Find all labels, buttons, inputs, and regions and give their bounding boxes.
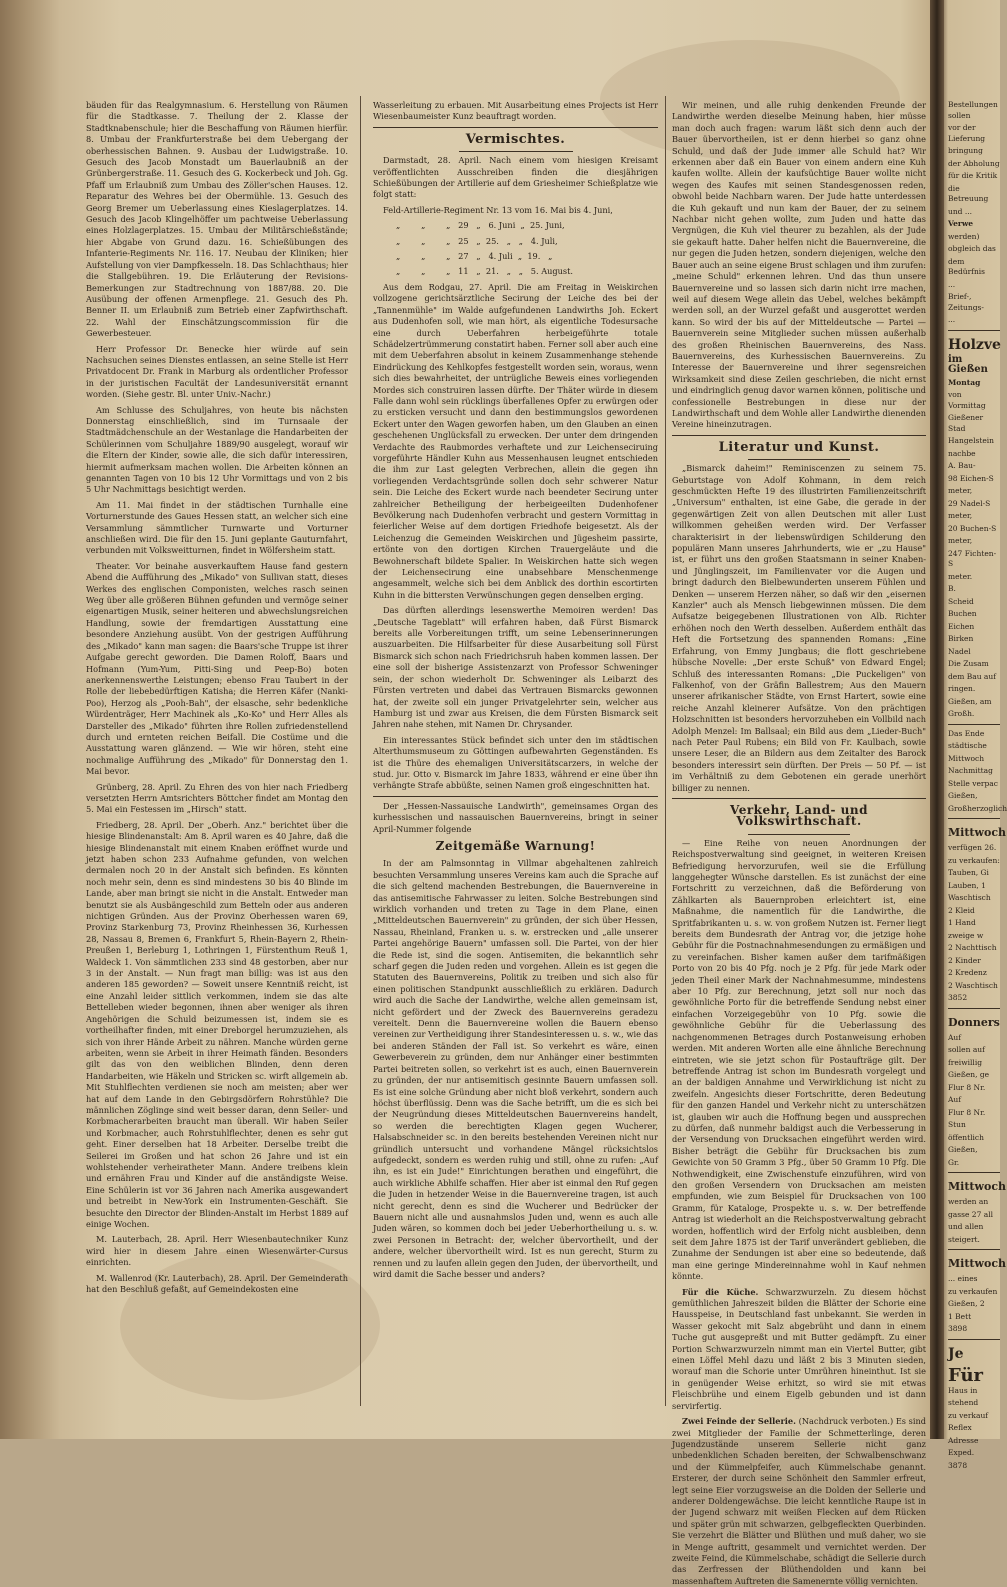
fragment-line: gasse 27 all — [948, 1209, 993, 1219]
article-paragraph: M. Lauterbach, 28. April. Herr Wiesenbautechniker Kunz wird hier in diesem Jahre einen Wiesenwärter-Cursus einrichten. — [86, 1234, 348, 1268]
box-rule — [948, 1172, 1000, 1173]
fragment-line: werden an — [948, 1197, 989, 1206]
column-2 — [373, 100, 658, 1400]
advert-heading: Mittwoch — [948, 826, 1007, 839]
article-paragraph: Am 11. Mai findet in der städtischen Turnhalle eine Vorturnerstunde des Gaues Hessen statt, an welcher sich eine Versammlung sämmtlicher Turnwarte und Vorturner anschließen wird. Die für den 15. Juni geplante Gauturnfahrt, verbunden mit Volksweitturnen, findet in Wölfersheim statt. — [86, 499, 348, 556]
fragment-line: Stelle verpac — [948, 778, 998, 788]
section-heading: Zeitgemäße Warnung! — [435, 838, 596, 853]
fragment-lines — [948, 728, 1007, 815]
fragment-line: Flur 8 Nr. — [948, 1107, 986, 1117]
fragment-line: ... eines — [948, 1274, 978, 1283]
article-paragraph: M. Wallenrod (Kr. Lauterbach), 28. April. Der Gemeinderath hat den Beschluß gefaßt, auf Gemeindekosten eine — [86, 1272, 348, 1295]
fragment-line: freiwillig — [948, 1057, 983, 1067]
box-rule — [948, 1008, 1000, 1009]
fragment-line: Großh. — [948, 709, 975, 718]
fragment-line: steigert. — [948, 1234, 980, 1244]
fragment-line: 2 Kredenz — [948, 968, 987, 977]
fragment-line: Birken — [948, 634, 974, 643]
fragment-lines — [948, 390, 1000, 582]
book-spine — [930, 0, 944, 1439]
section-rule — [672, 798, 926, 799]
fragment-line: 2 Nachttisch — [948, 943, 997, 952]
fragment-line: zu verkaufen — [948, 1286, 998, 1296]
fragment-line: Nachmittag — [948, 766, 993, 775]
fragment-line: 1 Bett — [948, 1311, 972, 1321]
section-rule — [672, 435, 926, 436]
fragment-line: zweige w — [948, 930, 984, 940]
article-paragraph: Aus dem Rodgau, 27. April. Die am Freitag in Weiskirchen vollzogene gerichtsärztliche Secirung der Leiche des bei der „Tannenmühle" im Walde aufgefundenen Landwirths Joh. Eckert aus Dudenhofen soll, wie man hört, als eigentliche Todesursache eine durch Ueberfahren herbeigeführte totale Schädelzertrümmerung constatirt haben. Ferner soll aber auch eine mit dem Ueberfahren absolut in keinem Zusammenhange stehende Eindrückung des Kehlkopfes festgestellt worden sein, woraus, wenn sich dies bewahrheitet, der untrügliche Beweis eines vorliegenden Mordes sich construiren lassen dürfte. Der Thäter würde in diesem Falle dann wohl sein rücklings überfallenes Opfer zu erwürgen oder zu ersticken versucht und dann den bestimmungslos gewordenen Eckert unter den Wagen geworfen haben, um den Glauben an einen geschehenen Unglücksfall zu erwecken. Der unter dem dringenden Verdachte des Raubmordes verhaftete und zur Leichenseciruing vorgeführte Händler Kuhn aus Messenhausen leugnet entschieden die ihm zur Last gelegten Verbrechen, allein die gegen ihn vorliegenden Verdachtsgründe sollen doch sehr schwerer Natur sein. Die Leiche des Eckert wurde nach beendeter Secirung unter zahlreicher Betheiligung der herbeigeeilten Dudenhofener Bevölkerung nach Dudenhofen verbracht und gestern Vormittag in feierlicher Weise auf dem dortigen Friedhofe beigesetzt. Als der Leichenzug die Gemeinden Weiskirchen und Jügesheim passirte, ertönte von den dortigen Kirchen Trauergeläute und die Bewohnerschaft bildete Spalier. In Weiskirchen hatte sich wegen der Leichensecirung eine unabsehbare Menschenmenge angesammelt, welche sich bei dem Anblick des dorthin escortirten Kuhn in die bittersten Verwünschungen gegen denselben erging. — [373, 281, 658, 600]
advert-heading: Donners — [948, 1015, 1000, 1029]
fragment-line: ... — [948, 315, 956, 324]
fragment-line: Stun — [948, 1120, 966, 1129]
fragment-line: Scheid — [948, 596, 974, 606]
advert-heading: Holzve — [948, 336, 1001, 353]
schedule-line: „ „ „ 25 „ 25. „ „ 4. Juli, — [383, 235, 558, 246]
fragment-line: der Abholung — [948, 158, 1000, 168]
fragment-line: Die Zusam — [948, 659, 989, 668]
fragment-line: städtische — [948, 741, 987, 750]
section-rule — [373, 796, 658, 797]
column-3 — [672, 100, 927, 1586]
fragment-line: zu verkauf — [948, 1410, 989, 1420]
article-paragraph: Herr Professor Dr. Benecke hier würde auf sein Nachsuchen seines Dienstes entlassen, an seine Stelle ist Herr Privatdocent Dr. Frank in Marburg als ordentlicher Professor in der juristischen Facultät der Landesuniversität ernannt worden. (Siehe gestr. Bl. unter Univ.-Nachr.) — [86, 343, 348, 400]
article-paragraph: Darmstadt, 28. April. Nach einem vom hiesigen Kreisamt veröffentlichten Ausschreiben finden die diesjährigen Schießübungen der Artillerie auf dem Griesheimer Schießplatze wie folgt statt: — [373, 155, 658, 200]
fragment-line: sollen auf — [948, 1045, 985, 1054]
fragment-line: Gießener Stad — [948, 413, 984, 433]
article-paragraph: Wir meinen, und alle ruhig denkenden Freunde der Landwirthe werden dieselbe Meinung haben, hier müsse man doch auch fragen: warum läßt sich denn auch der Bauer übervortheilen, ist er denn hierbei so ganz ohne Schuld, und daß der Jude immer alle Schuld hat? Wir erkennen aber daß ein Bauer von einem andern eine Kuh kaufen wollte. Allein der kaufsüchtige Bauer wollte nicht wegen des Kaufes mit seinen Standesgenossen reden, obwohl beide Nachbarn waren. Der Jude hatte unterdessen die Kuh gekauft und nun kam der Bauer, der zu seinem Nachbar nicht gehen wollte, zum Juden und hatte das Vergnügen, die Kuh viel theurer zu bezahlen, als der Jude sie gekauft hatte. Daher helfen nicht die Bauernvereine, die nur gegen die Juden hetzen, sondern diejenigen, welche den Bauer auch an seine eigene Brust schlagen und ihm zurufen: „meine Schuld" erkennen lehren. Und das thun unsere Bauernvereine und so lassen sich darin nicht irre machen, weil auf diesem Wege allein das Uebel, welches bekämpft werden soll, an der Wurzel gefaßt und ausgerottet werden kann. So wird der bis auf der Mitteldeutsche — Partei — Bauernverein seine Mitglieder suchen müssen außerhalb des großen Rheinischen Bauernvereins, des Nass. Bauernvereins, des Kurhessischen Bauernvereins. Zu Interesse der Bauernvereine und ihrer segensreichen Wirksamkeit sind diese Zeilen geschrieben, die nicht ernst und eindringlich genug davor warnen können, politische und confessionelle Bestrebungen in diese nur der Landwirthschaft und dem Wohle aller Landwirthe dienenden Vereine hineinzutragen. — [672, 100, 926, 430]
fragment-word: Verwe — [948, 219, 974, 228]
article-paragraph: „Bismarck daheim!" Reminiscenzen zu seinem 75. Geburtstage von Adolf Kohmann, in dem reich geschmückten Hefte 19 des illustrirten Familienzeitschrift „Universum" enthalten, ist eine Gabe, die gerade in der gegenwärtigen Zeit von allen Deutschen mit aller Lust willkommen geheißen werden wird. Der Verfasser charakterisirt in der liebenswürdigen Schilderung den populären Mann unseres Jahrhunderts, wie er „zu Hause" ist, er führt uns den großen Staatsmann in seiner Knaben- und Jünglingszeit, im Familienvater vor die Augen und bringt dadurch den Bielbewunderten unserem Fühlen und Denken — unserem Herzen näher, so daß wir den „eisernen Kanzler" auch als Mensch liebgewinnen müssen. Die dem Aufsatze beigegebenen Illustrationen von Alb. Richter erhöhen noch den Werth desselben. Außerdem enthält das Heft die Fortsetzung des spannenden Romans: „Eine Erfahrung, von Emmy Jungbaus; die flott geschriebene hübsche Novelle: „Der erste Schuß" von Edward Engel; Schluß des interessanten Romans: „Die Puckeligen" von Falkenhof, von der Gräfin Ballestrem; Aus den Mauern unserer afrikanischer Städte, von Ernst Hartert, sowie eine reiche Anzahl kleinerer Aufsätze. Von den prächtigen Holzschnitten ist besonders hervorzuheben ein Vollbild nach Adolph Menzel: Im Ballsaal; ein Bild aus dem „Lieder-Buch" nach Peter Paul Rubens; ein Bild von Fr. Kaulbach, sowie unsere Leser, die an Bildern aus dem Zeitalter des Barock besonders interessirt sein dürften. Der Preis — 50 Pf. — ist im Verhältniß zu dem Gebotenen ein gerade unerhört billiger zu nennen. — [672, 463, 926, 793]
fragment-lines — [948, 584, 1000, 657]
fragment-line: Auf — [948, 1032, 962, 1042]
box-rule — [948, 724, 1000, 725]
fragment-lines — [948, 1386, 1000, 1459]
adjacent-page-fragment — [948, 100, 1007, 1470]
fragment-line: meter. — [948, 571, 973, 581]
fragment-line: meter, — [948, 511, 973, 520]
fragment-line: Gr. — [948, 1157, 960, 1167]
column-1 — [86, 100, 348, 1400]
advert-subheading: Montag — [948, 377, 981, 387]
schedule-line: „ „ „ 27 „ 4. Juli „ 19. „ — [383, 251, 553, 262]
advert-heading: Mittwoch — [948, 1180, 1007, 1193]
fragment-line: und ... — [948, 206, 972, 216]
article-paragraph: Grünberg, 28. April. Zu Ehren des von hier nach Friedberg versetzten Herrn Amtsrichters Böttcher findet am Montag den 5. Mai ein Festessen im „Hirsch" statt. — [86, 781, 348, 815]
article-paragraph: Das dürften allerdings lesenswerthe Memoiren werden! Das „Deutsche Tageblatt" will erfahren haben, daß Fürst Bismarck bereits alle Vorbereitungen trifft, um seine Lebenserinnerungen auszuarbeiten. Die Hilfsarbeiter für diese Ausarbeitung soll Fürst Bismarck sich schon nach Friedrichsruh haben kommen lassen. Der eine soll der bisherige Assistenzarzt von Professor Schweninger sein, der schon wiederholt Dr. Schweninger als Leibarzt des Fürsten vertreten und dabei das Vertrauen Bismarcks gewonnen hat, der zweite soll ein junger Privatgelehrter sein, welcher aus Hamburg ist und zwar aus Kreisen, die dem Fürsten Bismarck seit Jahren nahe stehen, mit Namen Dr. Chrysander. — [373, 605, 658, 730]
column-rule — [665, 96, 666, 1406]
subsection-heading: Für die Küche. — [682, 1286, 759, 1297]
fragment-line: 2 Kleid — [948, 905, 975, 915]
fragment-line: Brief-, Zeitungs- — [948, 292, 984, 312]
article-paragraph: Theater. Vor beinahe ausverkauftem Hause fand gestern Abend die Aufführung des „Mikado" von Sullivan statt, dieses Werkes des englischen Componisten, welches rasch seinen Weg über alle größeren Bühnen gefunden und vermöge seiner eigenartigen Musik, seiner heiteren und abwechslungsreichen Handlung, sowie der fremdartigen Ausstattung eine besondere Anziehung ausübt. Von der gestrigen Aufführung des „Mikado" kann man sagen: die Baars'sche Truppe ist ihrer Aufgabe gerecht geworden. Die Damen Roloff, Baars und Hofmann (Yum-Yum, Pitti-Sing und Peep-Bo) boten anerkennenswerthe Leistungen; ebenso Frau Taubert in der Rolle der liebebedürftigen Katisha; die Herren Käfer (Nanki-Poo), Herzog als „Pooh-Bah", der elsasche, sehr bedenkliche Würdenträger, Herr Machinek als „Ko-Ko" und Herr Alles als Darsteller des „Mikado" führten ihre Rollen zufriedenstellend durch und ernteten reichen Beifall. Die Costüme und die Ausstattung waren glänzend. — Wie wir hören, steht eine nochmalige Aufführung des „Mikado" für Donnerstag den 1. Mai bevor. — [86, 560, 348, 777]
fragment-line: 29 Nadel-S — [948, 498, 991, 508]
fragment-lines — [948, 1033, 1000, 1169]
fragment-line: Gießen, — [948, 1145, 978, 1154]
box-rule — [948, 818, 1000, 819]
advert-subheading: im Gießen — [948, 353, 988, 375]
article-paragraph: Ein interessantes Stück befindet sich unter den im städtischen Alterthumsmuseum zu Göttingen aufbewahrten Gegenständen. Es ist die Thüre des ehemaligen Universitätscarzers, in welche der stud. jur. Otto v. Bismarck im Jahre 1833, während er eine über ihn verhängte Strafe abbüßte, seinen Namen groß eingeschnitten hat. — [373, 734, 658, 791]
fragment-line: 2 Waschtisch — [948, 980, 998, 990]
box-rule — [948, 1339, 1000, 1340]
fragment-line: Adresse — [948, 1435, 979, 1445]
fragment-line: nachbe — [948, 448, 976, 458]
fragment-line: Bestellungen sollen — [948, 100, 998, 120]
fragment-line: 2 Kinder — [948, 955, 981, 965]
fragment-line: B. — [948, 584, 956, 593]
fragment-line: Reflex — [948, 1423, 972, 1432]
subsection-heading: Zwei Feinde der Sellerie. — [682, 1416, 796, 1427]
advert-number: 3878 — [948, 1460, 968, 1470]
fragment-line: dem Bedürfnis — [948, 256, 986, 276]
schedule-line: Feld-Artillerie-Regiment Nr. 13 vom 16. Mai bis 4. Juni, — [383, 204, 613, 215]
fragment-line: Nadel — [948, 646, 971, 656]
fragment-line: Flur 8 Nr. — [948, 1082, 986, 1092]
short-rule — [459, 151, 573, 152]
fragment-lines — [948, 659, 1000, 720]
fragment-line: die Betreuung — [948, 183, 989, 203]
article-paragraph: In der am Palmsonntag in Villmar abgehaltenen zahlreich besuchten Versammlung unseres Vereins kam auch die Sprache auf die sich geltend machenden Bestrebungen, die Bauernvereine in das antisemitische Fahrwasser zu leiten. Solche Bestrebungen sind wirklich vorhanden und treten zu Tage in dem Plane, einen „Mitteldeutschen Bauernverein" zu gründen, der sich über Hessen, Nassau, Rheinland, Franken u. s. w. erstrecken und „alle unserer Partei angehörige Bauern" umfassen soll. Die Partei, von der hier die Rede ist, sind die sogen. Antisemiten, die bekanntlich sehr scharf gegen die Juden reden und vorgehen. Allein es ist gegen die Statuten des Bauernvereins, Politik zu treiben und sich also für einen politischen Standpunkt ausschließlich zu erklären. Dadurch wird auch die Sache der Landwirthe, welche allen gemeinsam ist, nicht gefördert und der Zweck des Bauernvereins geradezu vereitelt. Denn die Bauernvereine wollen die Bauern ebenso vereinen zur Vertheidigung ihrer Standesinteressen u. s. w., wie das bei anderen Ständen der Fall ist. So verkehrt es wäre, einen Gewerbeverein zu gründen, dem nur Anhänger einer bestimmten Partei beitreten sollen, so verkehrt ist es auch, einen Bauernverein zu gründen, der nur antisemitisch gesinnte Bauern umfassen soll. Es ist eine solche Gründung aber nicht bloß verkehrt, sondern auch höchst überflüssig. Denn was die Sache betrifft, um die es sich bei der Neugründung dieses Mitteldeutschen Bauernvereins handelt, so werden die berechtigten Klagen gegen Wucherer, Halsabschneider sc. in den bereits bestehenden Vereinen nicht nur gründlich untersucht und vorhandene Mängel rücksichtslos aufgedeckt, sondern es werden ruhig und still, ohne zu rufen: „Auf ihn, es ist ein Jude!" Einrichtungen berathen und eingeführt, die auch wirkliche Abhilfe schaffen. Hier aber ist einmal den Ruf gegen die Juden in hetzender Weise in die Bauernvereine tragen, ist auch nicht gerecht, denn es sind die Wucherer und Bedrücker der Bauern nicht alle und ausnahmslos Juden und, wenn es auch alle Juden wären, so kommen doch bei jeder Ueberhortheilung u. s. w. zwei Personen in Betracht: der, welcher übervortheilt, und der andere, welcher übervortheilt wird. Ist es nun gerecht, Sturm zu rennen und zu laufen allein gegen den Juden, der übervortheilt, und wird damit die Sache besser und anders? — [373, 858, 658, 1279]
fragment-lines — [948, 100, 1000, 217]
fragment-line: 20 Buchen-S — [948, 523, 997, 533]
schedule-line: „ „ „ 29 „ 6. Juni „ 25. Juni, — [383, 220, 565, 231]
fragment-line: A. Bau- — [948, 461, 976, 470]
fragment-line: verfügen 26. — [948, 843, 997, 852]
advert-heading: Je — [948, 1345, 964, 1362]
fragment-line: Tauben, Gi — [948, 868, 989, 877]
box-rule — [948, 1249, 1000, 1250]
fragment-line: meter, — [948, 486, 973, 495]
article-paragraph: Friedberg, 28. April. Der „Oberh. Anz." berichtet über die hiesige Blindenanstalt: Am 8. April waren es 40 Jahre, daß die hiesige Blindenanstalt mit einem Knaben eröffnet wurde und jetzt haben schon 233 Aufnahme gefunden, von welchen dermalen noch 20 in der Anstalt sich befinden. Es könnten noch mehr sein, denn es sind mindestens 30 bis 40 Blinde im Lande, aber man bringt sie nicht in die Anstalt. Entweder man benutzt sie als Ausbängeschild zum Betteln oder aus anderen nichtigen Gründen. Aus der Provinz Oberhessen waren 69, Provinz Starkenburg 73, Provinz Rheinhessen 36, Kurhessen 28, Nassau 8, Bremen 6, Frankfurt 5, Rhein-Bayern 2, Rhein-Preußen 1, Berleburg 1, Lothringen 1, Fürstenthum Reuß 1, Waldeck 1. Von sämmtlichen 233 sind 48 gestorben, aber nur 3 in der Anstalt. — Nun fragt man billig: was ist aus den anderen 185 geworden? — Soweit unsere Kenntniß reicht, ist eine Anzahl leider sittlich verkommen, indem sie das alte Bettelleben wieder begonnen, ihnen aber weniger als ihren Angehörigen die Schuld beizumessen ist, indem sie es vortheilhafter finden, mit einer Dreborgel herumzuziehen, als sich von ihrer Hände Arbeit zu nähren. Manche würden gerne arbeiten, wenn sie Arbeit in ihrer Heimath fänden. Besonders gilt das von den weiblichen Blinden, denn deren Handarbeiten, wie Häkeln und Stricken sc. wirft allgemein ab. Mit Stuhlflechten verdienen sie noch am meisten; aber wer hat auf dem Lande in den Gebirgsdörfern Rohrstühle? Die männlichen Zöglinge sind weit besser daran, denn Seiler- und Korbmacherarbeiten braucht man überall. Wir haben Seiler und Korbmacher, auch Rohrstuhlflechter, denen es sehr gut geht. Einer derselben hat 18 Arbeiter. Derselbe treibt die Seilerei im Großen und hat schon 26 Jahre und ist ein wohlstehender verheiratheter Mann. Andere treibens klein und ernähren Frau und Kinder auf die anständigste Weise. Eine Schülerin ist vor 36 Jahren nach Amerika ausgewandert und betreibt in New-York ein Instrumenten-Geschäft. Sie besuchte den Director der Blinden-Anstalt im Herbst 1889 auf einige Wochen. — [86, 819, 348, 1229]
fragment-line: und allen — [948, 1222, 984, 1231]
fragment-line: Hangelstein — [948, 436, 995, 445]
fragment-line: meter, — [948, 536, 973, 545]
fragment-line: ringen. — [948, 684, 976, 693]
fragment-line: Das Ende — [948, 728, 985, 738]
fragment-lines — [948, 1274, 1000, 1322]
fragment-line: Haus in — [948, 1385, 978, 1395]
article-paragraph: — Eine Reihe von neuen Anordnungen der Reichspostverwaltung sind geeignet, in weiteren Kreisen Befriedigung hervorzurufen, weil sie die Erfüllung langgehegter Wünsche darstellen. Es ist zunächst der eine Fortschritt zu verzeichnen, daß die Beförderung von Zählkarten als Bauernproben erleichtert ist, eine Maßnahme, die namentlich für die Landwirthe, die Spritfabrikanten u. s. w. von großem Nutzen ist. Ferner liegt bereits dem Bundesrath der Antrag vor, die jetzige hohe Gebühr für die Postnachnahmesendungen zu ermäßigen und zu vereinfachen. Bisher kamen außer dem tarifmäßigen Porto von 20 bis 40 Pfg. noch je 2 Pfg. für jede Mark oder jeden Theil einer Mark der Nachnahmesumme, mindestens aber 10 Pfg. zur Berechnung, jetzt soll nur noch das gewöhnliche Porto für die betreffende Sendung nebst einer einfachen Vorzeigegebühr von 10 Pfg. sowie die gewöhnliche Gebühr für die Ueberlassung des nachgenommenen Betrages durch Postanweisung erhoben werden. Mit anderen Worten alle eine ähnliche Berechnung eintreten, wie sie jetzt schon für Postaufträge gilt. Der betreffende Antrag ist schon im Bundesrath vorgelegt und an der baldigen Annahme und Verwirklichung ist nicht zu zweifeln. Angesichts dieser Fortschritte, deren Bedeutung für den ganzen Handel und Verkehr nicht zu unterschätzen ist, glauben wir auch die Hoffnung begen und aussprechen zu dürfen, daß nunmehr baldigst auch die Verbesserung in der Versendung von Drucksachen eingeführt werden wird. Bisher beträgt die Gebühr für Drucksachen bis zum Gewichte von 50 Gramm 3 Pfg., über 50 Gramm 10 Pfg. Die Nothwendigkeit, eine Zwischenstufe einzuführen, wird von den großen Versendern von Drucksachen am meisten empfunden, wie zum Beispiel für Drucksachen von 100 Gramm, für Kataloge, Prospekte u. s. w. Der betreffende Antrag ist wiederholt an die Reichspostverwaltung gebracht worden, hoffentlich wird der Erfolg nicht ausbleiben, denn seit dem Jahre 1875 ist der Tarif unverändert geblieben, die Zunahme der Sendungen ist aber eine so bedeutende, daß man eine geringe Mindereinnahme wohl in Kauf nehmen könnte. — [672, 837, 926, 1282]
fragment-line: vor der Lieferung — [948, 123, 986, 143]
fragment-line: zu verkaufen: — [948, 855, 1000, 865]
fragment-line: Exped. — [948, 1448, 975, 1457]
fragment-lines — [948, 232, 1000, 326]
advert-heading: Mittwoch — [948, 1257, 1007, 1270]
article-paragraph: Der „Hessen-Nassauische Landwirth", gemeinsames Organ des kurhessischen und nassauischen Bauernvereins, bringt in seiner April-Nummer folgende — [373, 800, 658, 834]
fragment-line: für die Kritik — [948, 171, 998, 180]
article-text: Schwarzwurzeln. Zu diesem höchst gemüthlichen Jahreszeit bilden die Blätter der Schorie eine Hausspeise, in Deutschland fast unbekannt. Sie werden in Wasser gekocht mit Salz abgebrüht und dann in einem Tuche gut ausgepreßt und mit Butter gedämpft. Zu einer Portion Schwarzwurzeln nimmt man ein Viertel Butter, gibt einen Löffel Mehl dazu und läßt 2 bis 3 Minuten sieden, worauf man die Schorie unter Umrühren hineinthut. Ist sie in genügender Weise erhitzt, so wird sie mit etwas Fleischbrühe und einem Eigelb gebunden und ist dann servirfertig. — [672, 1286, 926, 1411]
fragment-line: Gießen, ge — [948, 1070, 990, 1079]
fragment-line: Buchen — [948, 609, 977, 618]
column-rule — [360, 96, 361, 1406]
advert-heading: Für — [948, 1364, 984, 1386]
box-rule — [948, 330, 1000, 331]
fragment-line: bringung — [948, 146, 983, 155]
fragment-line: 247 Fichten-S — [948, 548, 997, 568]
fragment-line: Eichen — [948, 621, 975, 631]
fragment-line: Großherzoglich — [948, 803, 1007, 813]
advert-number: 3898 — [948, 1324, 968, 1333]
fragment-line: werden) — [948, 231, 980, 241]
advert-number: 3852 — [948, 993, 968, 1002]
fragment-line: dem Bau auf — [948, 671, 997, 681]
short-rule — [748, 834, 850, 835]
section-heading: Verkehr, Land- und Volkswirthschaft. — [730, 802, 868, 829]
fragment-line: Gießen, am — [948, 696, 992, 706]
fragment-line: von Vormittag — [948, 390, 986, 410]
section-rule — [373, 127, 658, 128]
fragment-line: obgleich das — [948, 244, 996, 253]
fragment-line: Gießen, — [948, 791, 978, 800]
fragment-line: Mittwoch — [948, 753, 985, 763]
fragment-line: Auf — [948, 1095, 962, 1104]
fragment-line: Waschtisch — [948, 893, 991, 902]
article-paragraph: Am Schlusse des Schuljahres, von heute bis nächsten Donnerstag einschließlich, sind im Turnsaale der Stadtmädchenschule an der Westanlage die Handarbeiten der Schülerinnen vom Schuljahre 1889/90 ausgelegt, worauf wir die Eltern der Kinder, sowie alle, die sich dafür interessiren, hiermit aufmerksam machen wollen. Die Arbeiten können an genannten Tagen von 10 bis 12 Uhr Vormittags und von 2 bis 5 Uhr Nachmittags besichtigt werden. — [86, 404, 348, 495]
fragment-line: Gießen, 2 — [948, 1299, 985, 1308]
section-heading: Vermischtes. — [465, 131, 566, 147]
fragment-line: 98 Eichen-S — [948, 473, 994, 483]
fragment-lines — [948, 1197, 1000, 1245]
schedule-line: „ „ „ 11 „ 21. „ „ 5. August. — [383, 266, 573, 277]
fragment-line: Lauben, 1 — [948, 880, 986, 890]
fragment-line: öffentlich — [948, 1132, 984, 1142]
fragment-line: ... — [948, 279, 956, 289]
short-rule — [748, 459, 850, 460]
article-paragraph: Wasserleitung zu erbauen. Mit Ausarbeitung eines Projects ist Herr Wiesenbaumeister Kunz beauftragt worden. — [373, 100, 658, 122]
section-heading: Literatur und Kunst. — [718, 439, 880, 455]
article-paragraph: bäuden für das Realgymnasium. 6. Herstellung von Räumen für die Stadtkasse. 7. Theilung der 2. Klasse der Stadtknabenschule; hier die Beschaffung von Räumen hierfür. 8. Umbau der Frankfurterstraße bei dem Uebergang der oberhessischen Bahnen. 9. Ausbau der Ludwigstraße. 10. Gesuch des Jacob Monstadt um Bauerlaubniß an der Grünbergerstraße. 11. Gesuch des G. Kockerbeck und Joh. Gg. Pfaff um Erlaubniß zum Umbau des Zöller'schen Hauses. 12. Reparatur des Wehres bei der Obermühle. 13. Gesuch des Georg Bremer um Ueberlassung eines Kieslagerplatzes. 14. Gesuch des Jacob Klingelhöffer um pachtweise Ueberlassung eines Holzlagerplatzes. 15. Umbau der Militärschießstände; hier Abgabe von Grund dazu. 16. Schießübungen des Infanterie-Regiments Nr. 116. 17. Neubau der Kliniken; hier Aufstellung von vier Dampfkesseln. 18. Das Schlachthaus; hier die Stallgebühren. 19. Die Erläuterung der Revisions-Bemerkungen zur Stadtrechnung von 1887/88. 20. Die Ausübung der offenen Armenpflege. 21. Gesuch des Ph. Benner II. um Erlaubniß zum Betrieb einer Zapfwirthschaft. 22. Wahl der Einschätzungscommission für die Gewerbesteuer. — [86, 100, 348, 339]
fragment-line: 1 Hand — [948, 918, 976, 927]
fragment-line: stehend — [948, 1398, 979, 1407]
fragment-lines — [948, 843, 1000, 991]
article-text: (Nachdruck verboten.) Es sind zwei Mitglieder der Familie der Schmetterlinge, deren Jugendzustände unserem Sellerie nicht ganz unbedenklichen Schaden bereiten, der Schwalbenschwanz und der Kümmelpfeifer, auch Kümmelschabe genannt. Ersterer, der durch seine Schönheit den Sammler erfreut, legt seine Eier vorzugsweise an die Dolden der Sellerie und anderer Doldengewächse. Die leicht kenntliche Raupe ist in der Jugend schwarz mit weißen Flecken auf dem Rücken und später grün mit schwarzen, gelbgefleckten Querbinden. Sie verzehrt die Blätter und Blüthen und muß daher, wo sie in Menge auftritt, gesammelt und vernichtet werden. Der zweite Feind, die Kümmelschabe, schädigt die Sellerie durch das Zerfressen der Blüthendolden und kann bei massenhaftem Auftreten die Samenernte völlig vernichten. — [672, 1416, 927, 1586]
